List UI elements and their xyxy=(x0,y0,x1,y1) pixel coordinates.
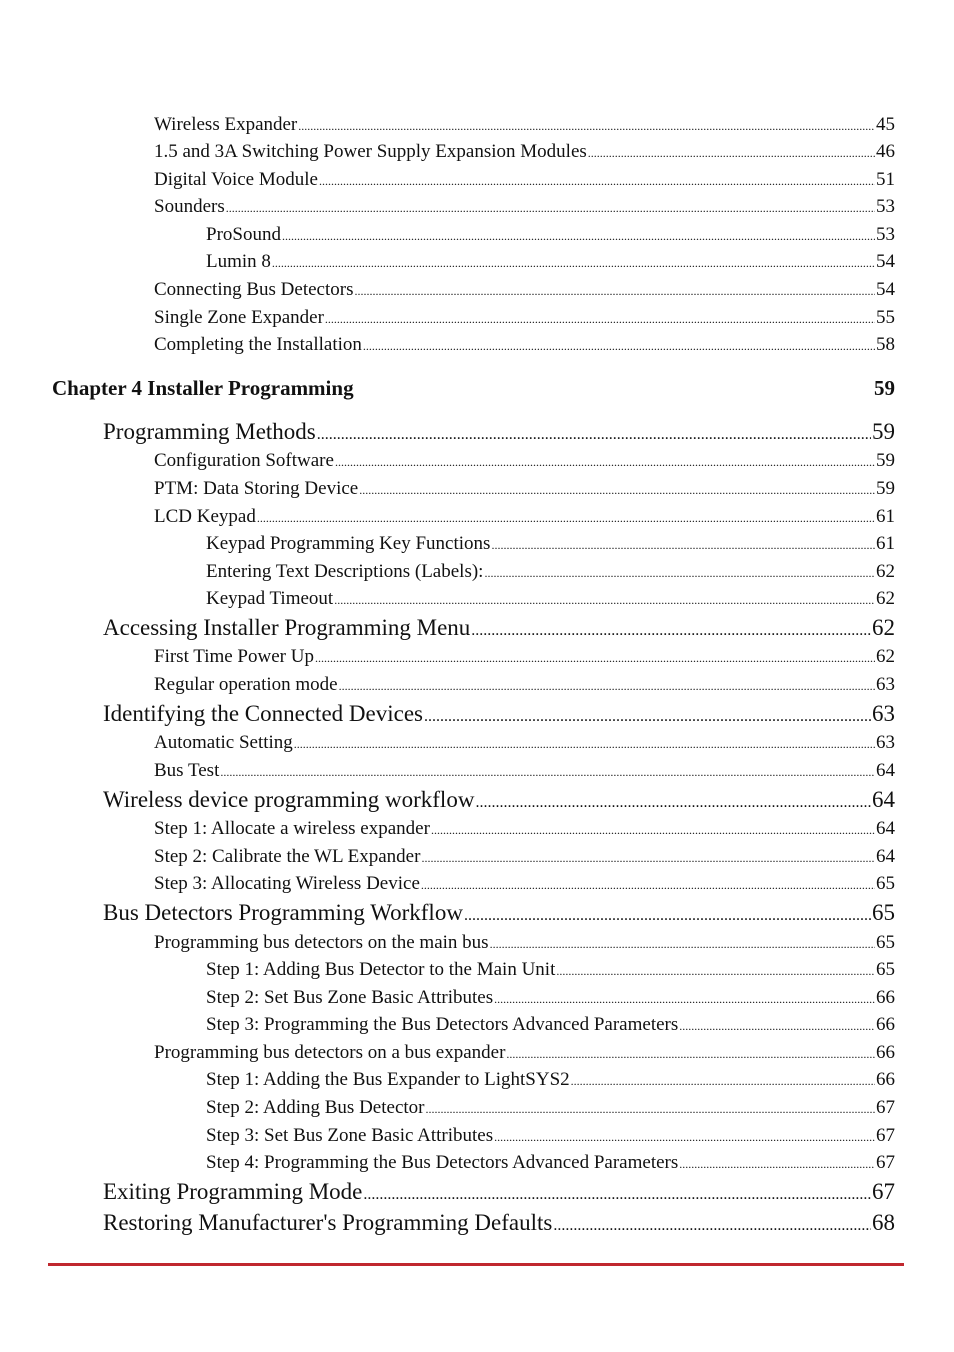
toc-entry-page: 64 xyxy=(872,787,895,812)
leader-dots xyxy=(294,737,875,752)
toc-entry[interactable] xyxy=(154,196,895,218)
toc-entry-page: 66 xyxy=(876,1069,895,1090)
leader-dots xyxy=(494,992,875,1007)
toc-entry[interactable] xyxy=(154,506,895,528)
toc-entry-label: Step 1: Allocate a wireless expander xyxy=(154,818,430,839)
toc-entry-label: Regular operation mode xyxy=(154,674,338,695)
toc-entry-label: Step 1: Adding the Bus Expander to LightSYS2 xyxy=(206,1069,570,1090)
toc-entry-page: 66 xyxy=(876,1042,895,1063)
toc-entry-page: 67 xyxy=(872,1179,895,1204)
toc-entry-label: Step 1: Adding Bus Detector to the Main Unit xyxy=(206,959,556,980)
leader-dots xyxy=(257,511,875,526)
leader-dots xyxy=(464,907,871,925)
toc-entry[interactable] xyxy=(206,1097,895,1119)
toc-entry-page: 62 xyxy=(872,615,895,640)
toc-entry-page: 63 xyxy=(876,674,895,695)
toc-entry[interactable] xyxy=(103,1210,895,1236)
footer-rule xyxy=(48,1263,904,1266)
toc-entry-page: 62 xyxy=(876,646,895,667)
leader-dots xyxy=(421,851,875,866)
chapter-page: 59 xyxy=(874,376,895,400)
toc-entry-page: 63 xyxy=(876,732,895,753)
toc-entry[interactable] xyxy=(206,1069,895,1091)
toc-entry-label: Keypad Timeout xyxy=(206,588,334,609)
toc-entry[interactable] xyxy=(206,1014,895,1036)
toc-entry-page: 53 xyxy=(876,196,895,217)
toc-entry-page: 58 xyxy=(876,334,895,355)
toc-entry[interactable] xyxy=(154,846,895,868)
toc-entry-label: Bus Detectors Programming Workflow xyxy=(103,900,463,925)
toc-entry[interactable] xyxy=(206,588,895,610)
toc-entry-page: 55 xyxy=(876,307,895,328)
toc-entry[interactable] xyxy=(206,224,895,246)
toc-entry-label: Digital Voice Module xyxy=(154,169,318,190)
leader-dots xyxy=(282,229,875,244)
toc-entry[interactable] xyxy=(103,419,895,445)
leader-dots xyxy=(226,201,875,216)
toc-entry-label: Identifying the Connected Devices xyxy=(103,701,423,726)
leader-dots xyxy=(359,483,875,498)
leader-dots xyxy=(425,1102,875,1117)
toc-entry-page: 45 xyxy=(876,114,895,135)
toc-entry[interactable] xyxy=(206,561,895,583)
toc-entry-label: Bus Test xyxy=(154,760,220,781)
leader-dots xyxy=(334,593,875,608)
toc-entry[interactable] xyxy=(206,987,895,1009)
toc-entry-page: 62 xyxy=(876,561,895,582)
toc-entry-label: Programming Methods xyxy=(103,419,316,444)
toc-entry[interactable] xyxy=(206,533,895,555)
toc-entry-label: Wireless device programming workflow xyxy=(103,787,475,812)
toc-entry-page: 67 xyxy=(876,1125,895,1146)
leader-dots xyxy=(220,765,875,780)
toc-entry-page: 59 xyxy=(876,478,895,499)
toc-entry[interactable] xyxy=(154,674,895,696)
toc-entry-label: Automatic Setting xyxy=(154,732,293,753)
toc-entry-label: Step 2: Adding Bus Detector xyxy=(206,1097,425,1118)
toc-entry-page: 66 xyxy=(876,1014,895,1035)
toc-entry-page: 67 xyxy=(876,1097,895,1118)
chapter-heading[interactable] xyxy=(52,376,895,401)
toc-entry[interactable] xyxy=(154,732,895,754)
toc-entry-page: 62 xyxy=(876,588,895,609)
toc-entry-label: Step 2: Calibrate the WL Expander xyxy=(154,846,421,867)
toc-entry-label: 1.5 and 3A Switching Power Supply Expansion Modules xyxy=(154,141,587,162)
leader-dots xyxy=(556,964,875,979)
toc-entry-page: 66 xyxy=(876,987,895,1008)
toc-entry-page: 63 xyxy=(872,701,895,726)
toc-entry-page: 54 xyxy=(876,279,895,300)
toc-entry-label: Restoring Manufacturer's Programming Defaults xyxy=(103,1210,553,1235)
leader-dots xyxy=(424,708,871,726)
toc-entry[interactable] xyxy=(154,873,895,895)
toc-entry-page: 68 xyxy=(872,1210,895,1235)
toc-entry-page: 64 xyxy=(876,818,895,839)
leader-dots xyxy=(339,679,875,694)
toc-entry-page: 64 xyxy=(876,760,895,781)
toc-entry[interactable] xyxy=(103,615,895,641)
toc-entry[interactable] xyxy=(103,1179,895,1205)
toc-entry[interactable] xyxy=(154,646,895,668)
leader-dots xyxy=(319,174,875,189)
leader-dots xyxy=(679,1157,875,1172)
toc-entry-label: Step 4: Programming the Bus Detectors Advanced Parameters xyxy=(206,1152,679,1173)
leader-dots xyxy=(490,937,875,952)
toc-entry-page: 65 xyxy=(876,932,895,953)
toc-entry-page: 65 xyxy=(876,873,895,894)
leader-dots xyxy=(325,312,875,327)
toc-entry-label: Exiting Programming Mode xyxy=(103,1179,363,1204)
toc-entry-label: Accessing Installer Programming Menu xyxy=(103,615,471,640)
toc-entry-label: Step 3: Programming the Bus Detectors Advanced Parameters xyxy=(206,1014,679,1035)
leader-dots xyxy=(553,1217,871,1235)
leader-dots xyxy=(354,284,875,299)
toc-entry-page: 59 xyxy=(872,419,895,444)
toc-entry[interactable] xyxy=(154,478,895,500)
toc-entry[interactable] xyxy=(103,787,895,813)
leader-dots xyxy=(506,1047,875,1062)
leader-dots xyxy=(588,146,875,161)
leader-dots xyxy=(335,455,875,470)
toc-entry-label: PTM: Data Storing Device xyxy=(154,478,359,499)
toc-entry[interactable] xyxy=(206,251,895,273)
leader-dots xyxy=(315,651,875,666)
toc-entry-label: Wireless Expander xyxy=(154,114,298,135)
leader-dots xyxy=(475,794,871,812)
toc-entry-label: Sounders xyxy=(154,196,225,217)
toc-entry[interactable] xyxy=(154,1042,895,1064)
toc-entry-label: LCD Keypad xyxy=(154,506,256,527)
toc-entry[interactable] xyxy=(154,334,895,356)
toc-entry-label: Step 2: Set Bus Zone Basic Attributes xyxy=(206,987,494,1008)
leader-dots xyxy=(494,1130,875,1145)
leader-dots xyxy=(679,1019,875,1034)
toc-entry-page: 65 xyxy=(872,900,895,925)
toc-entry-label: Programming bus detectors on a bus expander xyxy=(154,1042,506,1063)
toc-entry-page: 67 xyxy=(876,1152,895,1173)
toc-entry-page: 64 xyxy=(876,846,895,867)
toc-entry-page: 61 xyxy=(876,506,895,527)
toc-entry-label: Lumin 8 xyxy=(206,251,271,272)
toc-entry-label: Connecting Bus Detectors xyxy=(154,279,354,300)
toc-entry-label: Single Zone Expander xyxy=(154,307,324,328)
toc-entry-label: Keypad Programming Key Functions xyxy=(206,533,491,554)
toc-entry-page: 53 xyxy=(876,224,895,245)
toc-entry-label: Step 3: Allocating Wireless Device xyxy=(154,873,420,894)
toc-entry-page: 59 xyxy=(876,450,895,471)
leader-dots xyxy=(421,878,875,893)
toc-entry-label: Entering Text Descriptions (Labels): xyxy=(206,561,484,582)
leader-dots xyxy=(298,119,875,134)
toc-entry-label: Completing the Installation xyxy=(154,334,362,355)
toc-entry-label: First Time Power Up xyxy=(154,646,314,667)
toc-entry[interactable] xyxy=(154,114,895,136)
leader-dots xyxy=(363,339,875,354)
leader-dots xyxy=(317,426,871,444)
toc-entry[interactable] xyxy=(154,169,895,191)
leader-dots xyxy=(491,538,875,553)
toc-entry[interactable] xyxy=(206,1125,895,1147)
leader-dots xyxy=(471,622,871,640)
toc-entry-label: Programming bus detectors on the main bus xyxy=(154,932,489,953)
toc-entry[interactable] xyxy=(154,141,895,163)
toc-entry-label: Step 3: Set Bus Zone Basic Attributes xyxy=(206,1125,494,1146)
leader-dots xyxy=(431,823,875,838)
toc-entry[interactable] xyxy=(206,959,895,981)
toc-entry[interactable] xyxy=(154,818,895,840)
toc-entry[interactable] xyxy=(154,307,895,329)
toc-entry[interactable] xyxy=(154,450,895,472)
toc-entry-page: 65 xyxy=(876,959,895,980)
toc-entry-label: ProSound xyxy=(206,224,281,245)
toc-entry[interactable] xyxy=(154,279,895,301)
toc-entry[interactable] xyxy=(206,1152,895,1174)
chapter-title: Chapter 4 Installer Programming xyxy=(52,376,354,400)
leader-dots xyxy=(571,1074,875,1089)
toc-entry-page: 54 xyxy=(876,251,895,272)
toc-entry-label: Configuration Software xyxy=(154,450,334,471)
toc-entry[interactable] xyxy=(103,900,895,926)
toc-entry-page: 46 xyxy=(876,141,895,162)
toc-entry-page: 51 xyxy=(876,169,895,190)
toc-entry[interactable] xyxy=(103,701,895,727)
leader-dots xyxy=(484,566,875,581)
toc-entry[interactable] xyxy=(154,760,895,782)
toc-entry[interactable] xyxy=(154,932,895,954)
leader-dots xyxy=(272,256,875,271)
leader-dots xyxy=(363,1186,871,1204)
toc-entry-page: 61 xyxy=(876,533,895,554)
